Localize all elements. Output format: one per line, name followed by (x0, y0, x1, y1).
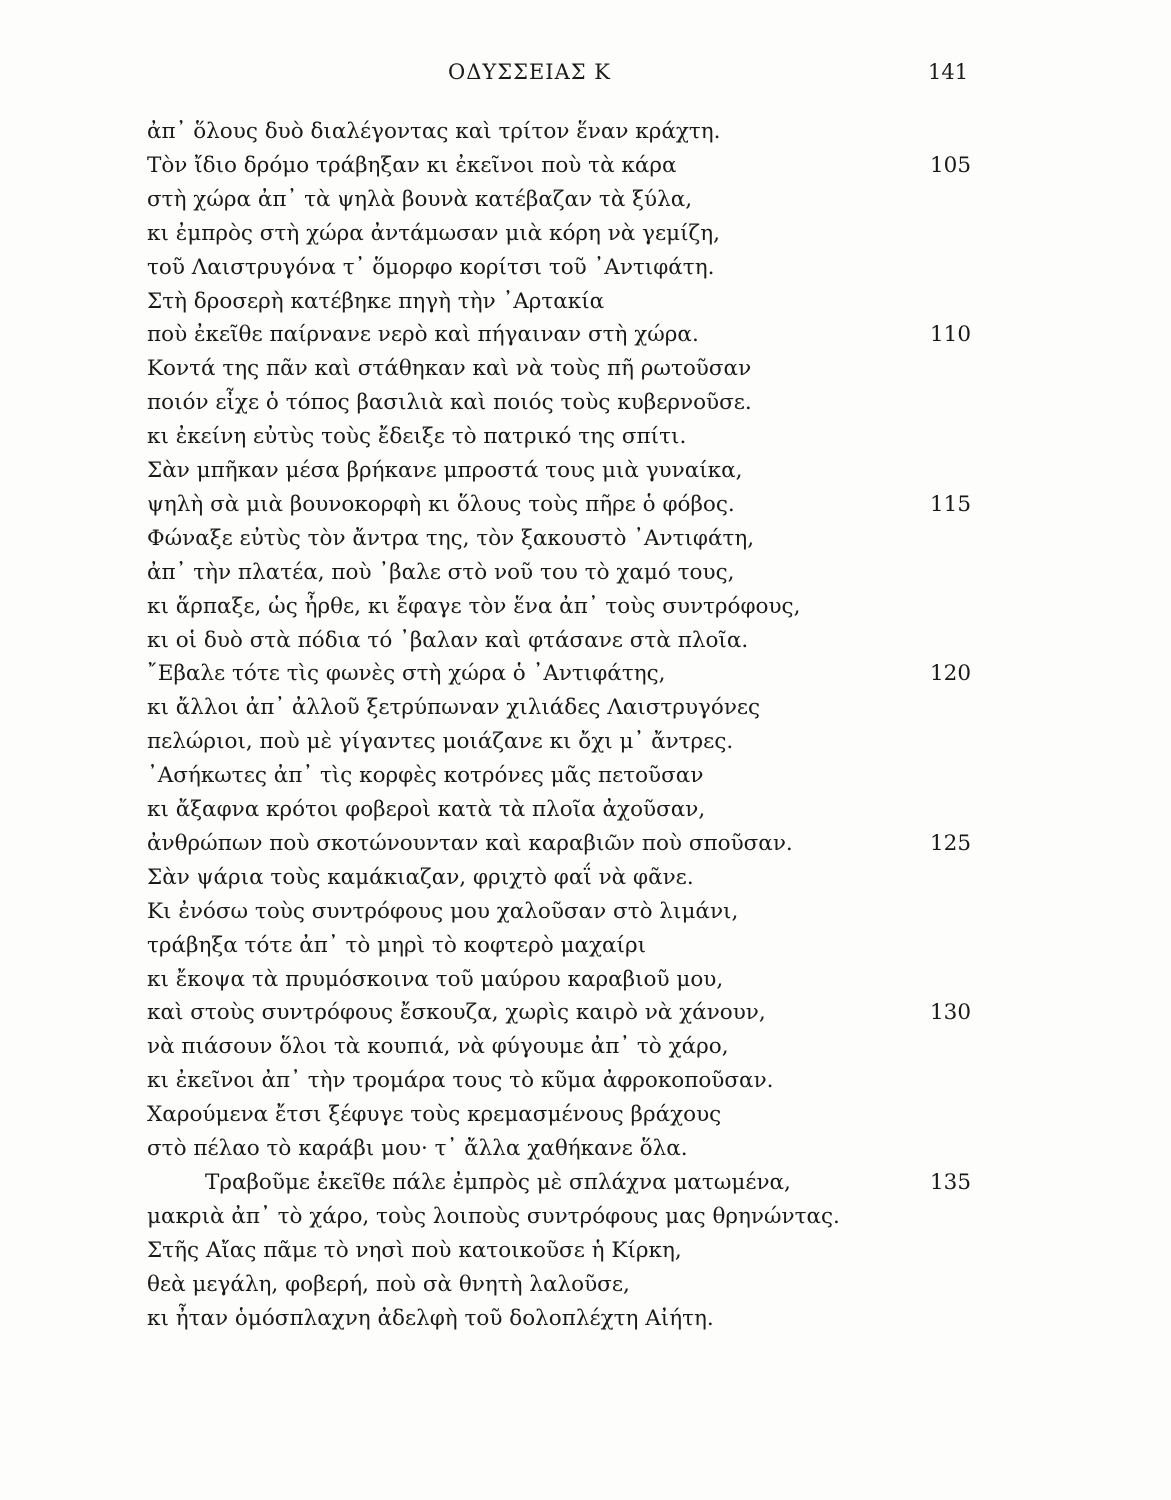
verse-line: Κοντά της πᾶν καὶ στάθηκαν καὶ νὰ τοὺς πῆ ρωτοῦσαν (147, 356, 752, 381)
verse-line: ποιόν εἶχε ὁ τόπος βασιλιὰ καὶ ποιός τοὺς κυβερνοῦσε. (147, 390, 752, 415)
verse-line: κι ἄξαφνα κρότοι φοβεροὶ κατὰ τὰ πλοῖα ἀχοῦσαν, (147, 797, 706, 822)
verse-line: κι ἐκεῖνοι ἀπ᾽ τὴν τρομάρα τους τὸ κῦμα ἀφροκοποῦσαν. (147, 1068, 774, 1093)
verse-line: μακριὰ ἀπ᾽ τὸ χάρο, τοὺς λοιποὺς συντρόφους μας θρηνώντας. (147, 1204, 840, 1229)
verse-line: θεὰ μεγάλη, φοβερή, ποὺ σὰ θνητὴ λαλοῦσε, (147, 1272, 630, 1297)
verse-line: πελώριοι, ποὺ μὲ γίγαντες μοιάζανε κι ὄχι μ᾽ ἄντρες. (147, 729, 734, 754)
verse-line: κι ἐκείνη εὐτὺς τοὺς ἔδειξε τὸ πατρικό της σπίτι. (147, 424, 687, 449)
verse-line: καὶ στοὺς συντρόφους ἔσκουζα, χωρὶς καιρὸ νὰ χάνουν, (147, 1000, 766, 1025)
line-number: 105 (930, 153, 972, 178)
verse-line: κι ἄλλοι ἀπ᾽ ἀλλοῦ ξετρύπωναν χιλιάδες Λαιστρυγόνες (147, 695, 761, 720)
line-number: 135 (930, 1170, 972, 1195)
verse-line: ποὺ ἐκεῖθε παίρνανε νερὸ καὶ πήγαιναν στὴ χώρα. (147, 322, 699, 347)
verse-line: Χαρούμενα ἔτσι ξέφυγε τοὺς κρεμασμένους βράχους (147, 1102, 722, 1127)
verse-line: τράβηξα τότε ἀπ᾽ τὸ μηρὶ τὸ κοφτερὸ μαχαίρι (147, 933, 647, 958)
verse-line: Σὰν μπῆκαν μέσα βρήκανε μπροστά τους μιὰ γυναίκα, (147, 458, 743, 483)
verse-line: κι ἐμπρὸς στὴ χώρα ἀντάμωσαν μιὰ κόρη νὰ γεμίζη, (147, 221, 720, 246)
verse-line: Τραβοῦμε ἐκεῖθε πάλε ἐμπρὸς μὲ σπλάχνα ματωμένα, (205, 1170, 791, 1195)
line-number: 125 (930, 831, 972, 856)
verse-line: Τὸν ἴδιο δρόμο τράβηξαν κι ἐκεῖνοι ποὺ τὰ κάρα (147, 153, 677, 178)
verse-line: Κι ἐνόσω τοὺς συντρόφους μου χαλοῦσαν στὸ λιμάνι, (147, 899, 739, 924)
verse-line: ἀπ᾽ τὴν πλατέα, ποὺ ᾽βαλε στὸ νοῦ του τὸ χαμό τους, (147, 560, 735, 585)
verse-line: νὰ πιάσουν ὅλοι τὰ κουπιά, νὰ φύγουμε ἀπ᾽ τὸ χάρο, (147, 1034, 729, 1059)
verse-line: ἀνθρώπων ποὺ σκοτώνουνταν καὶ καραβιῶν ποὺ σποῦσαν. (147, 831, 793, 856)
verse-line: ἀπ᾽ ὅλους δυὸ διαλέγοντας καὶ τρίτον ἕναν κράχτη. (147, 119, 721, 144)
verse-line: Στὴ δροσερὴ κατέβηκε πηγὴ τὴν ᾽Αρτακία (147, 289, 605, 314)
verse-line: κι ἦταν ὁμόσπλαχνη ἀδελφὴ τοῦ δολοπλέχτη Αἰήτη. (147, 1306, 714, 1331)
verse-line: ᾽Ασήκωτες ἀπ᾽ τὶς κορφὲς κοτρόνες μᾶς πετοῦσαν (147, 763, 704, 788)
line-number: 115 (930, 492, 972, 517)
page-number: 141 (928, 60, 969, 84)
line-number: 120 (930, 661, 972, 686)
verse-line: Φώναξε εὐτὺς τὸν ἄντρα της, τὸν ξακουστὸ ᾽Αντιφάτη, (147, 526, 755, 551)
verse-line: στὸ πέλαο τὸ καράβι μου· τ᾽ ἄλλα χαθήκανε ὅλα. (147, 1136, 688, 1161)
verse-line: κι ἔκοψα τὰ πρυμόσκοινα τοῦ μαύρου καραβιοῦ μου, (147, 967, 724, 992)
page-header (0, 52, 1171, 92)
verse-line: κι ἅρπαξε, ὡς ἦρθε, κι ἔφαγε τὸν ἕνα ἀπ᾽ τοὺς συντρόφους, (147, 594, 801, 619)
verse-line: κι οἱ δυὸ στὰ πόδια τό ᾽βαλαν καὶ φτάσανε στὰ πλοῖα. (147, 628, 749, 653)
verse-line: Σὰν ψάρια τοὺς καμάκιαζαν, φριχτὸ φαΐ νὰ φᾶνε. (147, 865, 694, 890)
verse-line: Στῆς Αἴας πᾶμε τὸ νησὶ ποὺ κατοικοῦσε ἡ Κίρκη, (147, 1238, 682, 1263)
verse-line: στὴ χώρα ἀπ᾽ τὰ ψηλὰ βουνὰ κατέβαζαν τὰ ξύλα, (147, 187, 693, 212)
verse-line: ῎Εβαλε τότε τὶς φωνὲς στὴ χώρα ὁ ᾽Αντιφάτης, (147, 661, 666, 686)
verse-line: ψηλὴ σὰ μιὰ βουνοκορφὴ κι ὅλους τοὺς πῆρε ὁ φόβος. (147, 492, 735, 517)
running-head: ΟΔΥΣΣΕΙΑΣ Κ (448, 60, 611, 84)
verse-line: τοῦ Λαιστρυγόνα τ᾽ ὅμορφο κορίτσι τοῦ ᾽Αντιφάτη. (147, 255, 715, 280)
line-number: 130 (930, 1000, 972, 1025)
line-number: 110 (930, 322, 972, 347)
